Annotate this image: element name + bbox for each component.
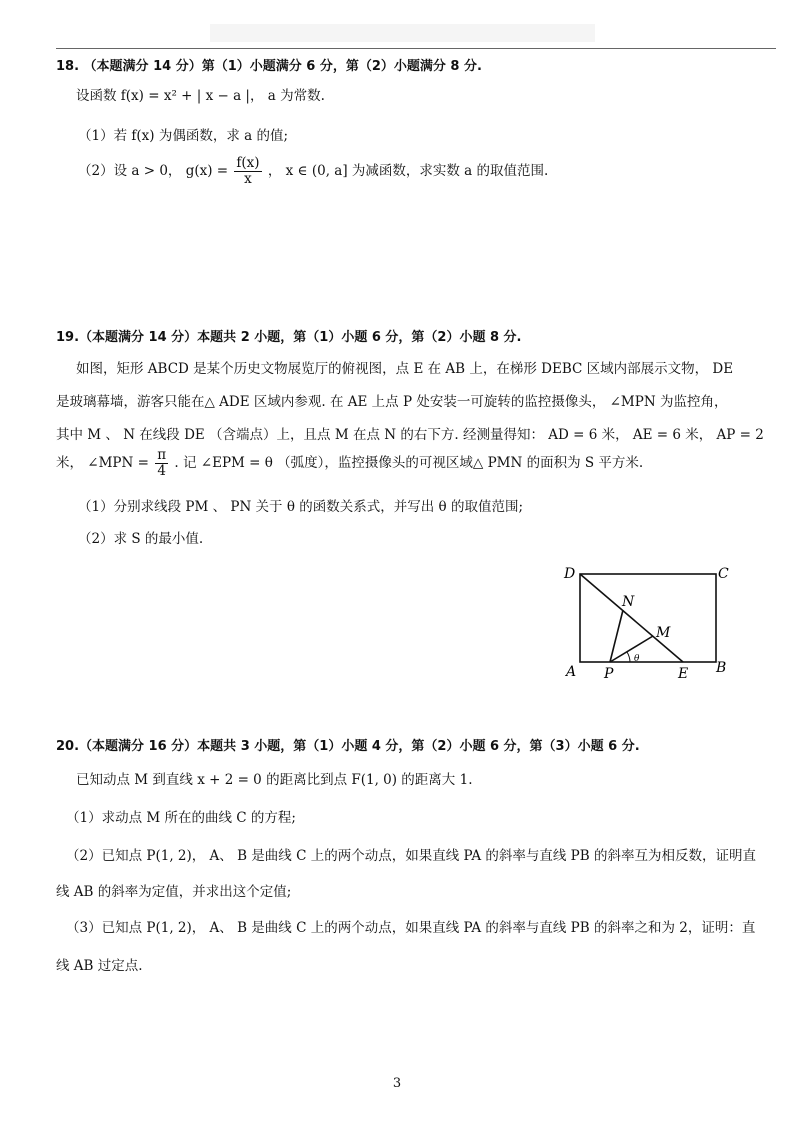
rectangle-abcd (580, 574, 716, 662)
q20-part-3-line-2: 线 AB 过定点. (56, 958, 143, 974)
q18-fraction-den: x (244, 170, 252, 187)
header-shade (210, 24, 595, 42)
label-n: N (622, 594, 635, 610)
q18-fraction (234, 156, 261, 187)
label-a: A (566, 664, 577, 680)
label-c: C (718, 566, 729, 582)
q18-part-2-text-b: ， x ∈ (0, a] 为减函数，求实数 a 的取值范围. (267, 162, 549, 179)
q20-part-2-line-1: （2）已知点 P(1, 2)， A、 B 是曲线 C 上的两个动点，如果直线 PA 的斜率与直线 PB 的斜率互为相反数，证明直 (66, 848, 756, 864)
q18-part-2 (78, 156, 548, 187)
header-rule (56, 48, 776, 49)
q18-part-2-text-a: （2）设 a > 0， g(x) = (78, 162, 229, 179)
segment-pm (610, 636, 653, 662)
q19-fraction (155, 448, 168, 479)
q19-line-2: 是玻璃幕墙，游客只能在△ ADE 区域内参观. 在 AE 上点 P 处安装一可旋转的监控摄像头， ∠MPN 为监控角， (56, 394, 728, 410)
segment-pn (610, 610, 623, 662)
q19-line-4 (56, 448, 643, 479)
q18-part-1: （1）若 f(x) 为偶函数，求 a 的值; (78, 128, 288, 144)
q19-fraction-den: 4 (157, 462, 166, 479)
q19-line-3: 其中 M 、 N 在线段 DE （含端点）上，且点 M 在点 N 的右下方. 经测量得知： AD = 6 米， AE = 6 米， AP = 2 (56, 427, 764, 443)
label-d: D (564, 566, 576, 582)
q19-part-2: （2）求 S 的最小值. (78, 531, 204, 547)
q19-line-4-text-a: 米， ∠MPN = (56, 454, 149, 471)
q19-heading: 19.（本题满分 14 分）本题共 2 小题，第（1）小题 6 分，第（2）小题 8 分. (56, 330, 522, 345)
label-b: B (716, 660, 727, 676)
label-p: P (604, 666, 614, 682)
q19-part-1: （1）分别求线段 PM 、 PN 关于 θ 的函数关系式，并写出 θ 的取值范围; (78, 499, 524, 515)
label-e: E (678, 666, 689, 682)
q18-line-1: 设函数 f(x) = x² + | x − a |， a 为常数. (76, 88, 325, 104)
q19-line-4-text-b: . 记 ∠EPM = θ （弧度），监控摄像头的可视区域△ PMN 的面积为 S 平方米. (174, 454, 644, 471)
q18-heading: 18. （本题满分 14 分）第（1）小题满分 6 分，第（2）小题满分 8 分. (56, 59, 482, 74)
q20-line-1: 已知动点 M 到直线 x + 2 = 0 的距离比到点 F(1, 0) 的距离大 1. (76, 772, 473, 788)
label-m: M (656, 625, 671, 641)
q18-fraction-num: f(x) (236, 155, 260, 171)
geometry-figure (556, 560, 746, 690)
q20-heading: 20.（本题满分 16 分）本题共 3 小题，第（1）小题 4 分，第（2）小题 6 分，第（3）小题 6 分. (56, 739, 640, 754)
q20-part-2-line-2: 线 AB 的斜率为定值，并求出这个定值; (56, 884, 292, 900)
label-theta: θ (634, 654, 640, 664)
q20-part-3-line-1: （3）已知点 P(1, 2)， A、 B 是曲线 C 上的两个动点，如果直线 PA 的斜率与直线 PB 的斜率之和为 2，证明：直 (66, 920, 756, 936)
q19-line-1: 如图，矩形 ABCD 是某个历史文物展览厅的俯视图，点 E 在 AB 上，在梯形 DEBC 区域内部展示文物， DE (76, 361, 734, 377)
page-number: 3 (392, 1076, 402, 1091)
q20-part-1: （1）求动点 M 所在的曲线 C 的方程; (66, 810, 296, 826)
theta-arc (627, 652, 630, 662)
q19-fraction-num: π (157, 447, 167, 463)
